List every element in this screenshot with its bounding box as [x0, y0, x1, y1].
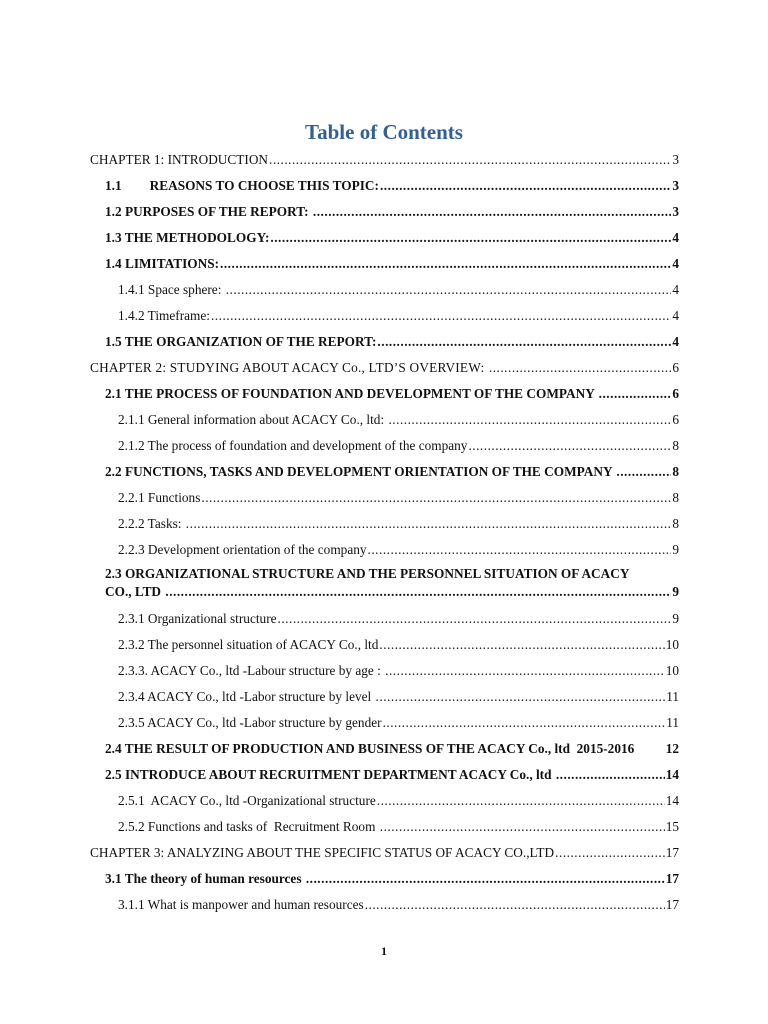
- toc-entry-page: 17: [665, 897, 679, 912]
- toc-entry-label: CHAPTER 2: STUDYING ABOUT ACACY Co., LTD’S OVERVIEW:: [90, 360, 488, 375]
- toc-entry-label: 2.5.2 Functions and tasks of Recruitment Room: [118, 819, 379, 834]
- toc-entry-page: 8: [672, 438, 679, 453]
- dot-leader: [468, 437, 671, 455]
- dot-leader: [376, 688, 666, 706]
- toc-entry-2-3[interactable]: [105, 565, 679, 601]
- toc-entry-label: 2.1.1 General information about ACACY Co., ltd:: [118, 412, 388, 427]
- toc-entry-page: 4: [672, 334, 679, 349]
- toc-entry-label: 1.4 LIMITATIONS:: [105, 256, 220, 271]
- toc-entry-page: 8: [672, 490, 679, 505]
- dot-leader: [616, 463, 671, 481]
- toc-entry-label: 2.5 INTRODUCE ABOUT RECRUITMENT DEPARTMENT ACACY Co., ltd: [105, 767, 555, 782]
- toc-entry-2-3-2[interactable]: [118, 636, 679, 654]
- toc-entry-3-1[interactable]: [105, 870, 679, 888]
- toc-entry-2-1-1[interactable]: [118, 411, 679, 429]
- dot-leader: [278, 610, 672, 628]
- toc-entry-label: 2.3.1 Organizational structure: [118, 611, 277, 626]
- dot-leader: [201, 489, 671, 507]
- toc-entry-label: 2.3.2 The personnel situation of ACACY Co., ltd: [118, 637, 379, 652]
- toc-entry-label: 2.5.1 ACACY Co., ltd -Organizational structure: [118, 793, 376, 808]
- toc-entry-1-4-1[interactable]: [118, 281, 679, 299]
- toc-entry-1-1[interactable]: [105, 177, 679, 195]
- dot-leader: [186, 515, 672, 533]
- toc-entry-label: 1.4.1 Space sphere:: [118, 282, 225, 297]
- dot-leader: [220, 255, 671, 273]
- toc-entry-label: CHAPTER 3: ANALYZING ABOUT THE SPECIFIC STATUS OF ACACY CO.,LTD: [90, 845, 555, 860]
- toc-entry-2-3-1[interactable]: [118, 610, 679, 628]
- toc-entry-1-5[interactable]: [105, 333, 679, 351]
- toc-entry-2-2[interactable]: [105, 463, 679, 481]
- dot-leader: [365, 896, 665, 914]
- toc-entry-label: 2.2 FUNCTIONS, TASKS AND DEVELOPMENT ORIENTATION OF THE COMPANY: [105, 464, 616, 479]
- toc-entry-page: 6: [672, 412, 679, 427]
- toc-entry-label: REASONS TO CHOOSE THIS TOPIC:: [149, 178, 379, 193]
- dot-leader: [383, 714, 666, 732]
- toc-entry-label: 2.3 ORGANIZATIONAL STRUCTURE AND THE PERSONNEL SITUATION OF ACACY: [105, 566, 630, 581]
- dot-leader: [377, 333, 671, 351]
- toc-entry-label: 1.3 THE METHODOLOGY:: [105, 230, 270, 245]
- toc-entry-2-3-3[interactable]: [118, 662, 679, 680]
- toc-entry-label: 2.1 THE PROCESS OF FOUNDATION AND DEVELOPMENT OF THE COMPANY: [105, 386, 598, 401]
- dot-leader: [313, 203, 671, 221]
- toc-entry-1-2[interactable]: [105, 203, 679, 221]
- toc-entry-2-2-3[interactable]: [118, 541, 679, 559]
- toc-entry-label: 3.1.1 What is manpower and human resources: [118, 897, 364, 912]
- toc-entry-2-2-1[interactable]: [118, 489, 679, 507]
- toc-entry-2-2-2[interactable]: [118, 515, 679, 533]
- dot-leader: [306, 870, 665, 888]
- toc-entry-page: 3: [672, 178, 679, 193]
- toc-entry-page: 11: [666, 715, 679, 730]
- toc-entry-2-1-2[interactable]: [118, 437, 679, 455]
- toc-entry-label: 2.3.4 ACACY Co., ltd -Labor structure by level: [118, 689, 375, 704]
- dot-leader: [489, 359, 671, 377]
- toc-entry-page: 4: [672, 256, 679, 271]
- toc-entry-label: 3.1 The theory of human resources: [105, 871, 305, 886]
- toc-entry-page: 17: [665, 871, 679, 886]
- toc-entry-page: 4: [672, 308, 679, 323]
- toc-entry-page: 3: [672, 204, 679, 219]
- toc-entry-page: 6: [672, 360, 679, 375]
- toc-entry-1-4-2[interactable]: [118, 307, 679, 325]
- toc-entry-page: 9: [672, 584, 679, 599]
- toc-entry-label: 2.2.1 Functions: [118, 490, 201, 505]
- toc-entry-chapter-3[interactable]: [90, 844, 679, 862]
- toc-entry-label: 2.2.2 Tasks:: [118, 516, 185, 531]
- toc-entry-page: 4: [672, 230, 679, 245]
- dot-leader: [377, 792, 665, 810]
- dot-leader: [165, 583, 671, 601]
- toc-entry-2-5-1[interactable]: [118, 792, 679, 810]
- toc-title: Table of Contents: [305, 120, 463, 144]
- toc-entry-page: 10: [665, 663, 679, 678]
- toc-entry-label: 2.3.3. ACACY Co., ltd -Labour structure by age :: [118, 663, 385, 678]
- toc-entry-2-5-2[interactable]: [118, 818, 679, 836]
- dot-leader: [388, 411, 671, 429]
- toc-entry-page: 9: [672, 542, 679, 557]
- toc-entry-2-3-4[interactable]: [118, 688, 679, 706]
- toc-entry-page: 3: [672, 152, 679, 167]
- toc-entry-page: 14: [665, 767, 679, 782]
- dot-leader: [379, 636, 664, 654]
- toc-entry-2-4[interactable]: [105, 740, 679, 758]
- toc-entry-3-1-1[interactable]: [118, 896, 679, 914]
- toc-entry-page: 8: [672, 516, 679, 531]
- toc-entry-label-continued: CO., LTD: [105, 584, 165, 599]
- dot-leader: [269, 151, 671, 169]
- toc-entry-page: 8: [672, 464, 679, 479]
- toc-entry-number: 1.1: [105, 178, 122, 193]
- toc-entry-label: 2.4 THE RESULT OF PRODUCTION AND BUSINESS OF THE ACACY Co., ltd 2015-2016: [105, 741, 635, 756]
- toc-entry-label: 2.3.5 ACACY Co., ltd -Labor structure by gender: [118, 715, 382, 730]
- page-number: 1: [381, 944, 387, 958]
- toc-entry-2-3-5[interactable]: [118, 714, 679, 732]
- toc-entry-page: 6: [672, 386, 679, 401]
- toc-entry-label: CHAPTER 1: INTRODUCTION: [90, 152, 269, 167]
- toc-entry-2-1[interactable]: [105, 385, 679, 403]
- dot-leader: [270, 229, 671, 247]
- toc-entry-label: 1.2 PURPOSES OF THE REPORT:: [105, 204, 312, 219]
- toc-entry-page: 9: [672, 611, 679, 626]
- toc-entry-page: 10: [665, 637, 679, 652]
- toc-entry-page: 12: [665, 741, 679, 756]
- dot-leader: [380, 818, 665, 836]
- dot-leader: [226, 281, 672, 299]
- dot-leader: [368, 541, 672, 559]
- toc-entry-label: 2.1.2 The process of foundation and development of the company: [118, 438, 468, 453]
- toc-entry-label: 2.2.3 Development orientation of the company: [118, 542, 367, 557]
- toc-entry-page: 11: [666, 689, 679, 704]
- toc-entry-1-4[interactable]: [105, 255, 679, 273]
- dot-leader: [211, 307, 671, 325]
- dot-leader: [385, 662, 665, 680]
- toc-entry-chapter-1[interactable]: [90, 151, 679, 169]
- dot-leader: [380, 177, 671, 195]
- toc-entry-chapter-2[interactable]: [90, 359, 679, 377]
- dot-leader: [556, 766, 665, 784]
- toc-entry-1-3[interactable]: [105, 229, 679, 247]
- toc-entry-page: 17: [665, 845, 679, 860]
- toc-entry-2-5[interactable]: [105, 766, 679, 784]
- toc-entry-label: 1.4.2 Timeframe:: [118, 308, 210, 323]
- toc-entry-page: 14: [665, 793, 679, 808]
- toc-entry-label: 1.5 THE ORGANIZATION OF THE REPORT:: [105, 334, 377, 349]
- toc-entry-page: 15: [665, 819, 679, 834]
- dot-leader: [599, 385, 672, 403]
- toc-entry-page: 4: [672, 282, 679, 297]
- dot-leader: [555, 844, 665, 862]
